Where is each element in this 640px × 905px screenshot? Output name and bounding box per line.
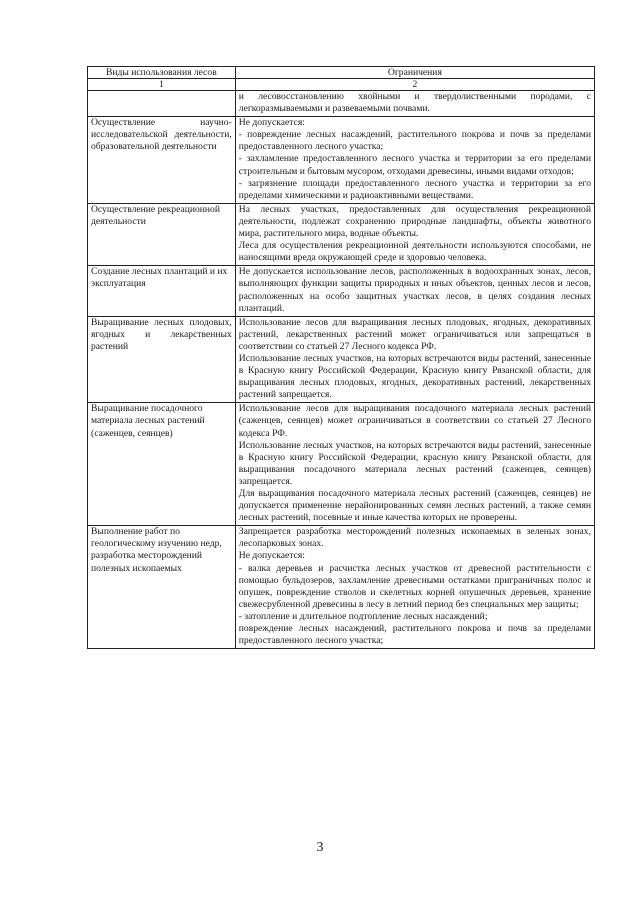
restriction-cell	[235, 117, 594, 204]
restrictions-table	[87, 66, 595, 649]
restriction-paragraph: - затопление и длительное подтопление лесных насаждений;	[238, 610, 488, 622]
header-use-types: Виды использования лесов	[88, 67, 236, 79]
use-cell: Выращивание лесных плодовых, ягодных и лекарственных растений	[88, 316, 236, 403]
table-row	[88, 91, 595, 117]
header-restrictions: Ограничения	[235, 67, 594, 79]
restriction-paragraph: Использование лесов для выращивания лесных плодовых, ягодных, декоративных растений, лекарственных растений может ограничиваться или запрещаться в соответствии со статьей 27 Лесного кодекса РФ.	[238, 316, 591, 352]
use-cell: Осуществление рекреационной деятельности	[88, 203, 236, 265]
restriction-paragraph: Не допускается:	[238, 117, 305, 129]
restriction-cell	[235, 316, 594, 403]
restriction-paragraph: Запрещается разработка месторождений полезных ископаемых в зеленых зонах, лесопарковых зонах.	[238, 526, 591, 550]
table-row	[88, 203, 595, 265]
use-cell	[88, 91, 236, 117]
page-number: 3	[316, 840, 324, 855]
restriction-cell	[235, 403, 594, 526]
restriction-paragraph: Для выращивания посадочного материала лесных растений (саженцев, сеянцев) не допускается применение нерайонированных семян лесных растений, а также семян лесных растений, посевные и иные качества которых не проверены.	[238, 488, 591, 524]
restriction-paragraph: Леса для осуществления рекреационной деятельности используются способами, не наносящими вреда окружающей среде и здоровью человека.	[238, 240, 591, 264]
table-header-row	[88, 67, 595, 79]
restriction-paragraph: Не допускается:	[238, 550, 305, 562]
restriction-paragraph: повреждение лесных насаждений, растительного покрова и почв за пределами предоставленного лесного участка;	[238, 623, 591, 647]
column-number-2: 2	[235, 79, 594, 91]
table-row	[88, 266, 595, 316]
restriction-paragraph: На лесных участках, предоставленных для осуществления рекреационной деятельности, подлежат сохранению природные ландшафты, объекты животного мира, растительного мира, водные объекты.	[238, 203, 591, 240]
column-number-row	[88, 79, 595, 91]
restriction-cell	[235, 526, 594, 649]
table-row	[88, 526, 595, 649]
table-row	[88, 117, 595, 204]
restriction-paragraph: Использование лесных участков, на которых встречаются виды растений, занесенные в Красную книгу Российской Федерации, Красную книгу Рязанской области, для выращивания лесных плодовых, ягодных, декоративных растений, лекарственных растений запрещается.	[238, 352, 591, 401]
restriction-paragraph: - загрязнение площади предоставленного лесного участка и территории за его пределами химическими и радиоактивными веществами.	[238, 177, 591, 201]
use-cell: Создание лесных плантаций и их эксплуатация	[88, 266, 236, 316]
use-cell: Осуществление научно-исследовательской деятельности, образовательной деятельности	[88, 117, 236, 204]
use-cell: Выращивание посадочного материала лесных растений (саженцев, сеянцев)	[88, 403, 236, 526]
table-row	[88, 403, 595, 526]
use-cell: Выполнение работ по геологическому изучению недр, разработка месторождений полезных ископаемых	[88, 526, 236, 649]
restriction-paragraph: Использование лесов для выращивания посадочного материала лесных растений (саженцев, сеянцев) может ограничиваться в соответствии со статьей 27 Лесного кодекса РФ.	[238, 403, 591, 439]
restriction-paragraph: - повреждение лесных насаждений, растительного покрова и почв за пределами предоставленного лесного участка;	[238, 129, 591, 153]
column-number-1: 1	[88, 79, 236, 91]
restriction-paragraph: Использование лесных участков, на которых встречаются виды растений, занесенные в Красную книгу Российской Федерации, красную книгу Рязанской области, для выращивания посадочного материала лесных растений (саженцев, сеянцев) запрещается.	[238, 439, 591, 487]
restriction-paragraph: Не допускается использование лесов, расположенных в водоохранных зонах, лесов, выполняющих функции защиты природных и иных объектов, ценных лесов и лесов, расположенных на особо защитных участках лесов, в целях создания лесных плантаций.	[238, 266, 591, 314]
continued-restriction-cell: и лесовосстановлению хвойными и твердолиственными породами, с легкоразмываемыми и развеваемыми почвами.	[235, 91, 594, 117]
table-row	[88, 316, 595, 403]
restriction-cell	[235, 203, 594, 265]
restriction-paragraph: - захламление предоставленного лесного участка и территории за его пределами строительным и бытовым мусором, отходами древесины, иными видами отходов;	[238, 153, 591, 177]
restriction-paragraph: - валка деревьев и расчистка лесных участков от древесной растительности с помощью бульдозеров, захламление древесными остатками приграничных полос и опушек, повреждение стволов и скелетных корней опушечных деревьев, хранение свежесрубленной древесины в лесу в летний период без специальных мер защиты;	[238, 562, 591, 610]
restriction-cell	[235, 266, 594, 316]
